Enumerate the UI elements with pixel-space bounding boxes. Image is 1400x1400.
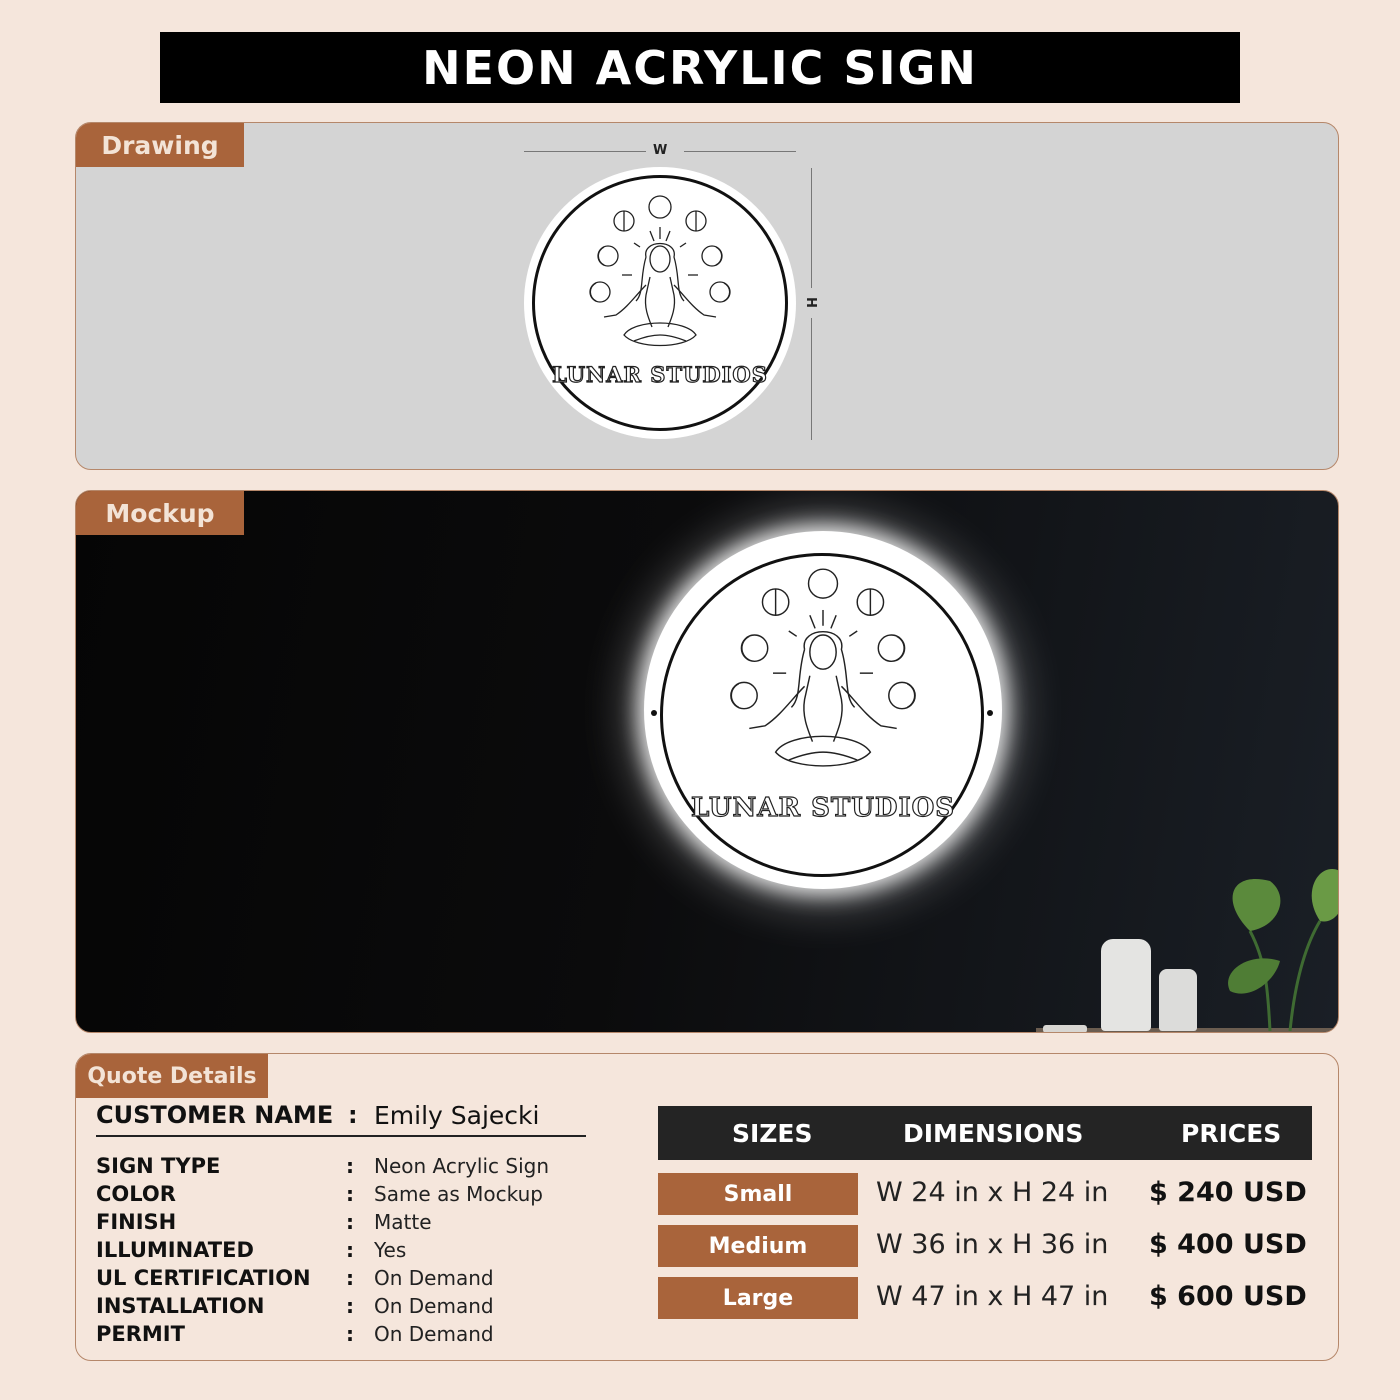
price-table-header xyxy=(658,1106,1312,1160)
spec-value: On Demand xyxy=(374,1322,494,1346)
spec-value: Neon Acrylic Sign xyxy=(374,1154,550,1178)
price-medium: $ 400 USD xyxy=(1149,1229,1307,1260)
spec-row-sign-type xyxy=(96,1154,576,1182)
spec-colon: : xyxy=(346,1238,354,1262)
header-prices: PRICES xyxy=(1181,1119,1282,1148)
drawing-panel xyxy=(75,122,1339,470)
spec-key: ILLUMINATED xyxy=(96,1238,254,1262)
spec-row-permit xyxy=(96,1322,576,1350)
spec-row-color xyxy=(96,1182,576,1210)
drawing-sign xyxy=(524,167,796,439)
mockup-sign-text: LUNAR STUDIOS xyxy=(690,793,956,823)
spec-colon: : xyxy=(346,1294,354,1318)
height-dimension-line-bottom xyxy=(811,318,812,440)
plant-icon xyxy=(1210,841,1339,1031)
spec-key: COLOR xyxy=(96,1182,176,1206)
spec-colon: : xyxy=(346,1266,354,1290)
meditating-figure-icon xyxy=(644,531,1002,889)
spec-key: PERMIT xyxy=(96,1322,185,1346)
customer-name-colon: : xyxy=(348,1101,358,1129)
spec-key: INSTALLATION xyxy=(96,1294,265,1318)
spec-value: Same as Mockup xyxy=(374,1182,543,1206)
spec-value: On Demand xyxy=(374,1266,494,1290)
dimensions-small: W 24 in x H 24 in xyxy=(876,1177,1109,1208)
spec-key: FINISH xyxy=(96,1210,177,1234)
price-large: $ 600 USD xyxy=(1149,1281,1307,1312)
dimensions-large: W 47 in x H 47 in xyxy=(876,1281,1109,1312)
drawing-sign-text: LUNAR STUDIOS xyxy=(552,362,768,387)
spec-colon: : xyxy=(346,1322,354,1346)
spec-value: On Demand xyxy=(374,1294,494,1318)
size-large: Large xyxy=(658,1277,858,1319)
spec-row-finish xyxy=(96,1210,576,1238)
spec-colon: : xyxy=(346,1154,354,1178)
page-title: NEON ACRYLIC SIGN xyxy=(422,40,978,95)
drawing-tab: Drawing xyxy=(76,123,244,167)
dimensions-medium: W 36 in x H 36 in xyxy=(876,1229,1109,1260)
width-dimension-line-left xyxy=(524,151,646,152)
mockup-tab: Mockup xyxy=(76,491,244,535)
customer-name-value: Emily Sajecki xyxy=(374,1101,540,1130)
customer-name-label: CUSTOMER NAME xyxy=(96,1101,334,1129)
price-small: $ 240 USD xyxy=(1149,1177,1307,1208)
size-medium: Medium xyxy=(658,1225,858,1267)
spec-value: Yes xyxy=(374,1238,407,1262)
spec-key: SIGN TYPE xyxy=(96,1154,221,1178)
height-dimension-line-top xyxy=(811,168,812,288)
spec-row-illuminated xyxy=(96,1238,576,1266)
quote-tab: Quote Details xyxy=(76,1054,268,1098)
height-label: H xyxy=(802,297,818,308)
customer-name-underline xyxy=(96,1135,586,1137)
vase-tall xyxy=(1101,939,1151,1031)
size-small: Small xyxy=(658,1173,858,1215)
spec-colon: : xyxy=(346,1182,354,1206)
mockup-panel xyxy=(75,490,1339,1033)
width-label: W xyxy=(653,143,668,158)
title-bar xyxy=(160,32,1240,103)
header-dimensions: DIMENSIONS xyxy=(903,1119,1084,1148)
spec-key: UL CERTIFICATION xyxy=(96,1266,311,1290)
spec-value: Matte xyxy=(374,1210,432,1234)
quote-panel xyxy=(75,1053,1339,1361)
spec-colon: : xyxy=(346,1210,354,1234)
header-sizes: SIZES xyxy=(732,1119,813,1148)
candle xyxy=(1043,1025,1087,1033)
spec-row-ul-certification xyxy=(96,1266,576,1294)
spec-row-installation xyxy=(96,1294,576,1322)
meditating-figure-icon xyxy=(524,167,796,439)
width-dimension-line-right xyxy=(684,151,796,152)
mockup-sign xyxy=(644,531,1002,889)
vase-small xyxy=(1159,969,1197,1031)
